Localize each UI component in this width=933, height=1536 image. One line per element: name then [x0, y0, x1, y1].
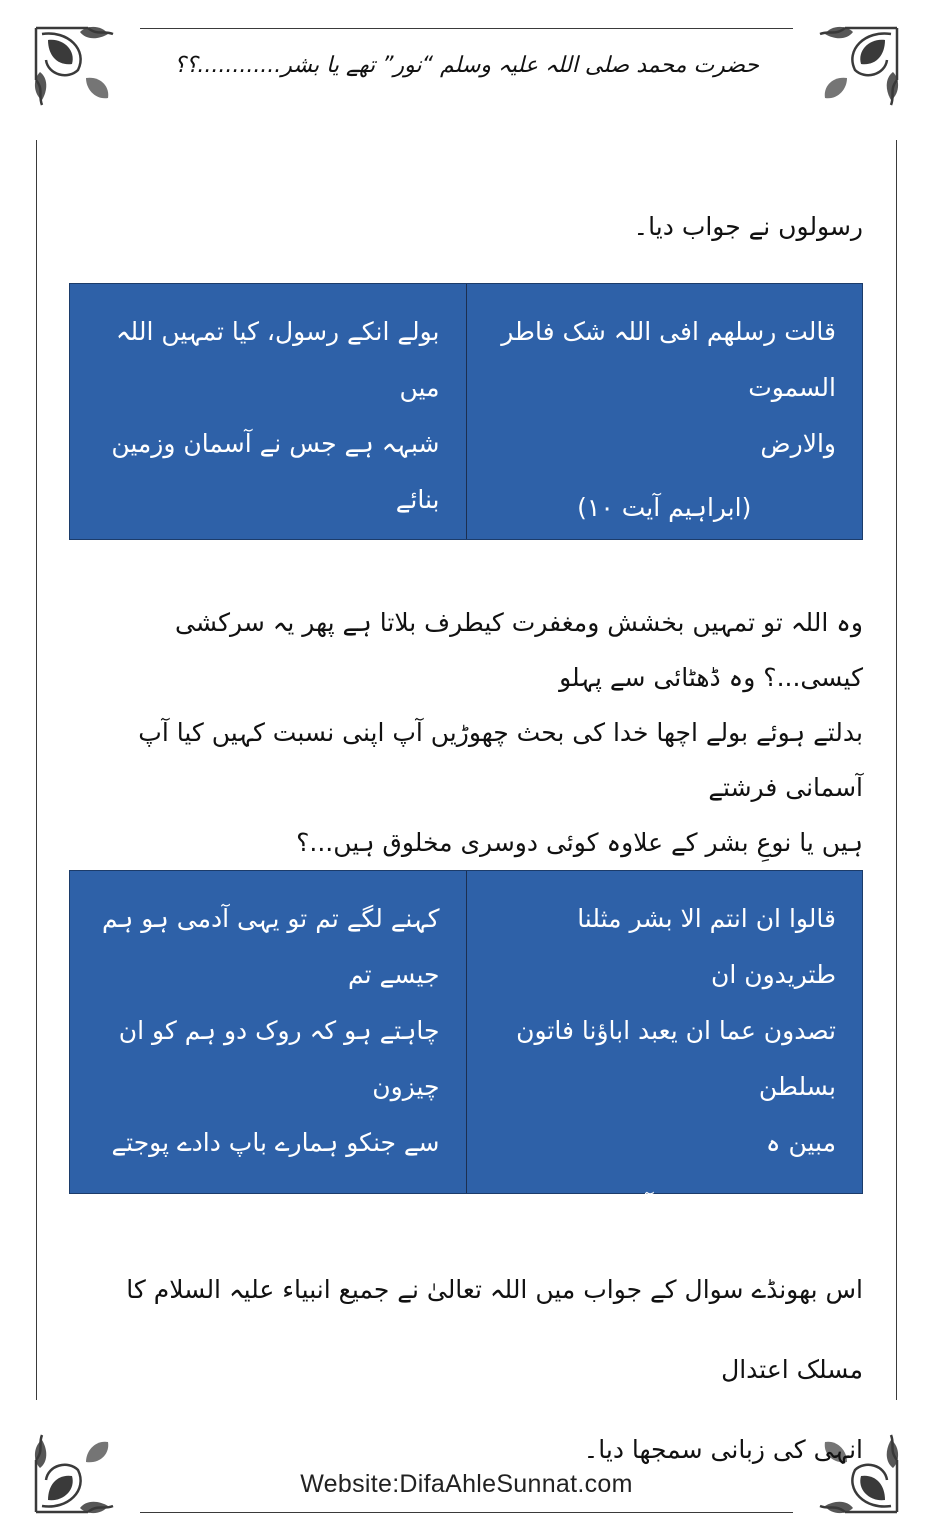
quote-box-2: [69, 870, 863, 1269]
page-title: حضرت محمد صلی اللہ علیہ وسلم “نور” تھے یا بشر............؟؟: [174, 52, 759, 78]
arabic-line: مبین ہ: [765, 1128, 836, 1157]
arabic-line: والارض: [760, 429, 836, 458]
intro-text: رسولوں نے جواب دیا۔: [633, 212, 863, 241]
translation-line: سے جنکو ہمارے باپ دادے پوجتے رہے: [111, 1128, 440, 1213]
arabic-cell: [466, 284, 863, 539]
translation-cell: [70, 871, 466, 1269]
website-footer: Website:DifaAhleSunnat.com: [300, 1470, 633, 1498]
translation-line: شبہہ ہے جس نے آسمان وزمین بنائے: [111, 429, 440, 514]
arabic-cell: [466, 871, 863, 1221]
translation-line: سو کوئی سند تولاؤ واضح۔: [162, 1240, 440, 1269]
left-border: [36, 140, 37, 1400]
translation-cell: [70, 284, 466, 570]
arabic-line: قالوا ان انتم الا بشر مثلنا طتریدون ان: [577, 904, 836, 989]
paragraph-line: بدلتے ہوئے بولے اچھا خدا کی بحث چھوڑیں آپ اپنی نسبت کہیں کیا آپ آسمانی فرشتے: [138, 718, 863, 802]
translation-line: چاہتے ہو کہ روک دو ہم کو ان چیزون: [118, 1016, 440, 1101]
top-border: [140, 28, 793, 29]
closing-paragraph: [90, 1250, 863, 1490]
quote-box-1: [69, 283, 863, 570]
right-border: [896, 140, 897, 1400]
citation: (ابراہیم آیت ۱۰): [577, 493, 752, 522]
bottom-border: [140, 1512, 793, 1513]
citation: (ابراہیم۔ آیت ۱۰): [569, 1192, 759, 1221]
translation-line: ہیں۔: [383, 541, 440, 570]
arabic-line: قالت رسلھم افی اللہ شک فاطر السموت: [501, 317, 836, 402]
paragraph-line: انہی کی زبانی سمجھا دیا۔: [583, 1435, 863, 1464]
middle-paragraph: [90, 595, 863, 870]
translation-line: کہنے لگے تم تو یہی آدمی ہو ہم جیسے تم: [101, 904, 440, 989]
arabic-line: تصدون عما ان یعبد اباؤنا فاتون بسلطن: [516, 1016, 836, 1101]
translation-line: بولے انکے رسول، کیا تمہیں اللہ میں: [115, 317, 440, 402]
paragraph-line: وہ اللہ تو تمہیں بخشش ومغفرت کیطرف بلاتا ہے پھر یہ سرکشی کیسی...؟ وہ ڈھٹائی سے پہلو: [175, 608, 863, 692]
paragraph-line: اس بھونڈے سوال کے جواب میں اللہ تعالیٰ نے جمیع انبیاء علیہ السلام کا مسلک اعتدال: [126, 1275, 863, 1384]
paragraph-line: ہیں یا نوعِ بشر کے علاوہ کوئی دوسری مخلوق ہیں...؟: [296, 828, 863, 857]
